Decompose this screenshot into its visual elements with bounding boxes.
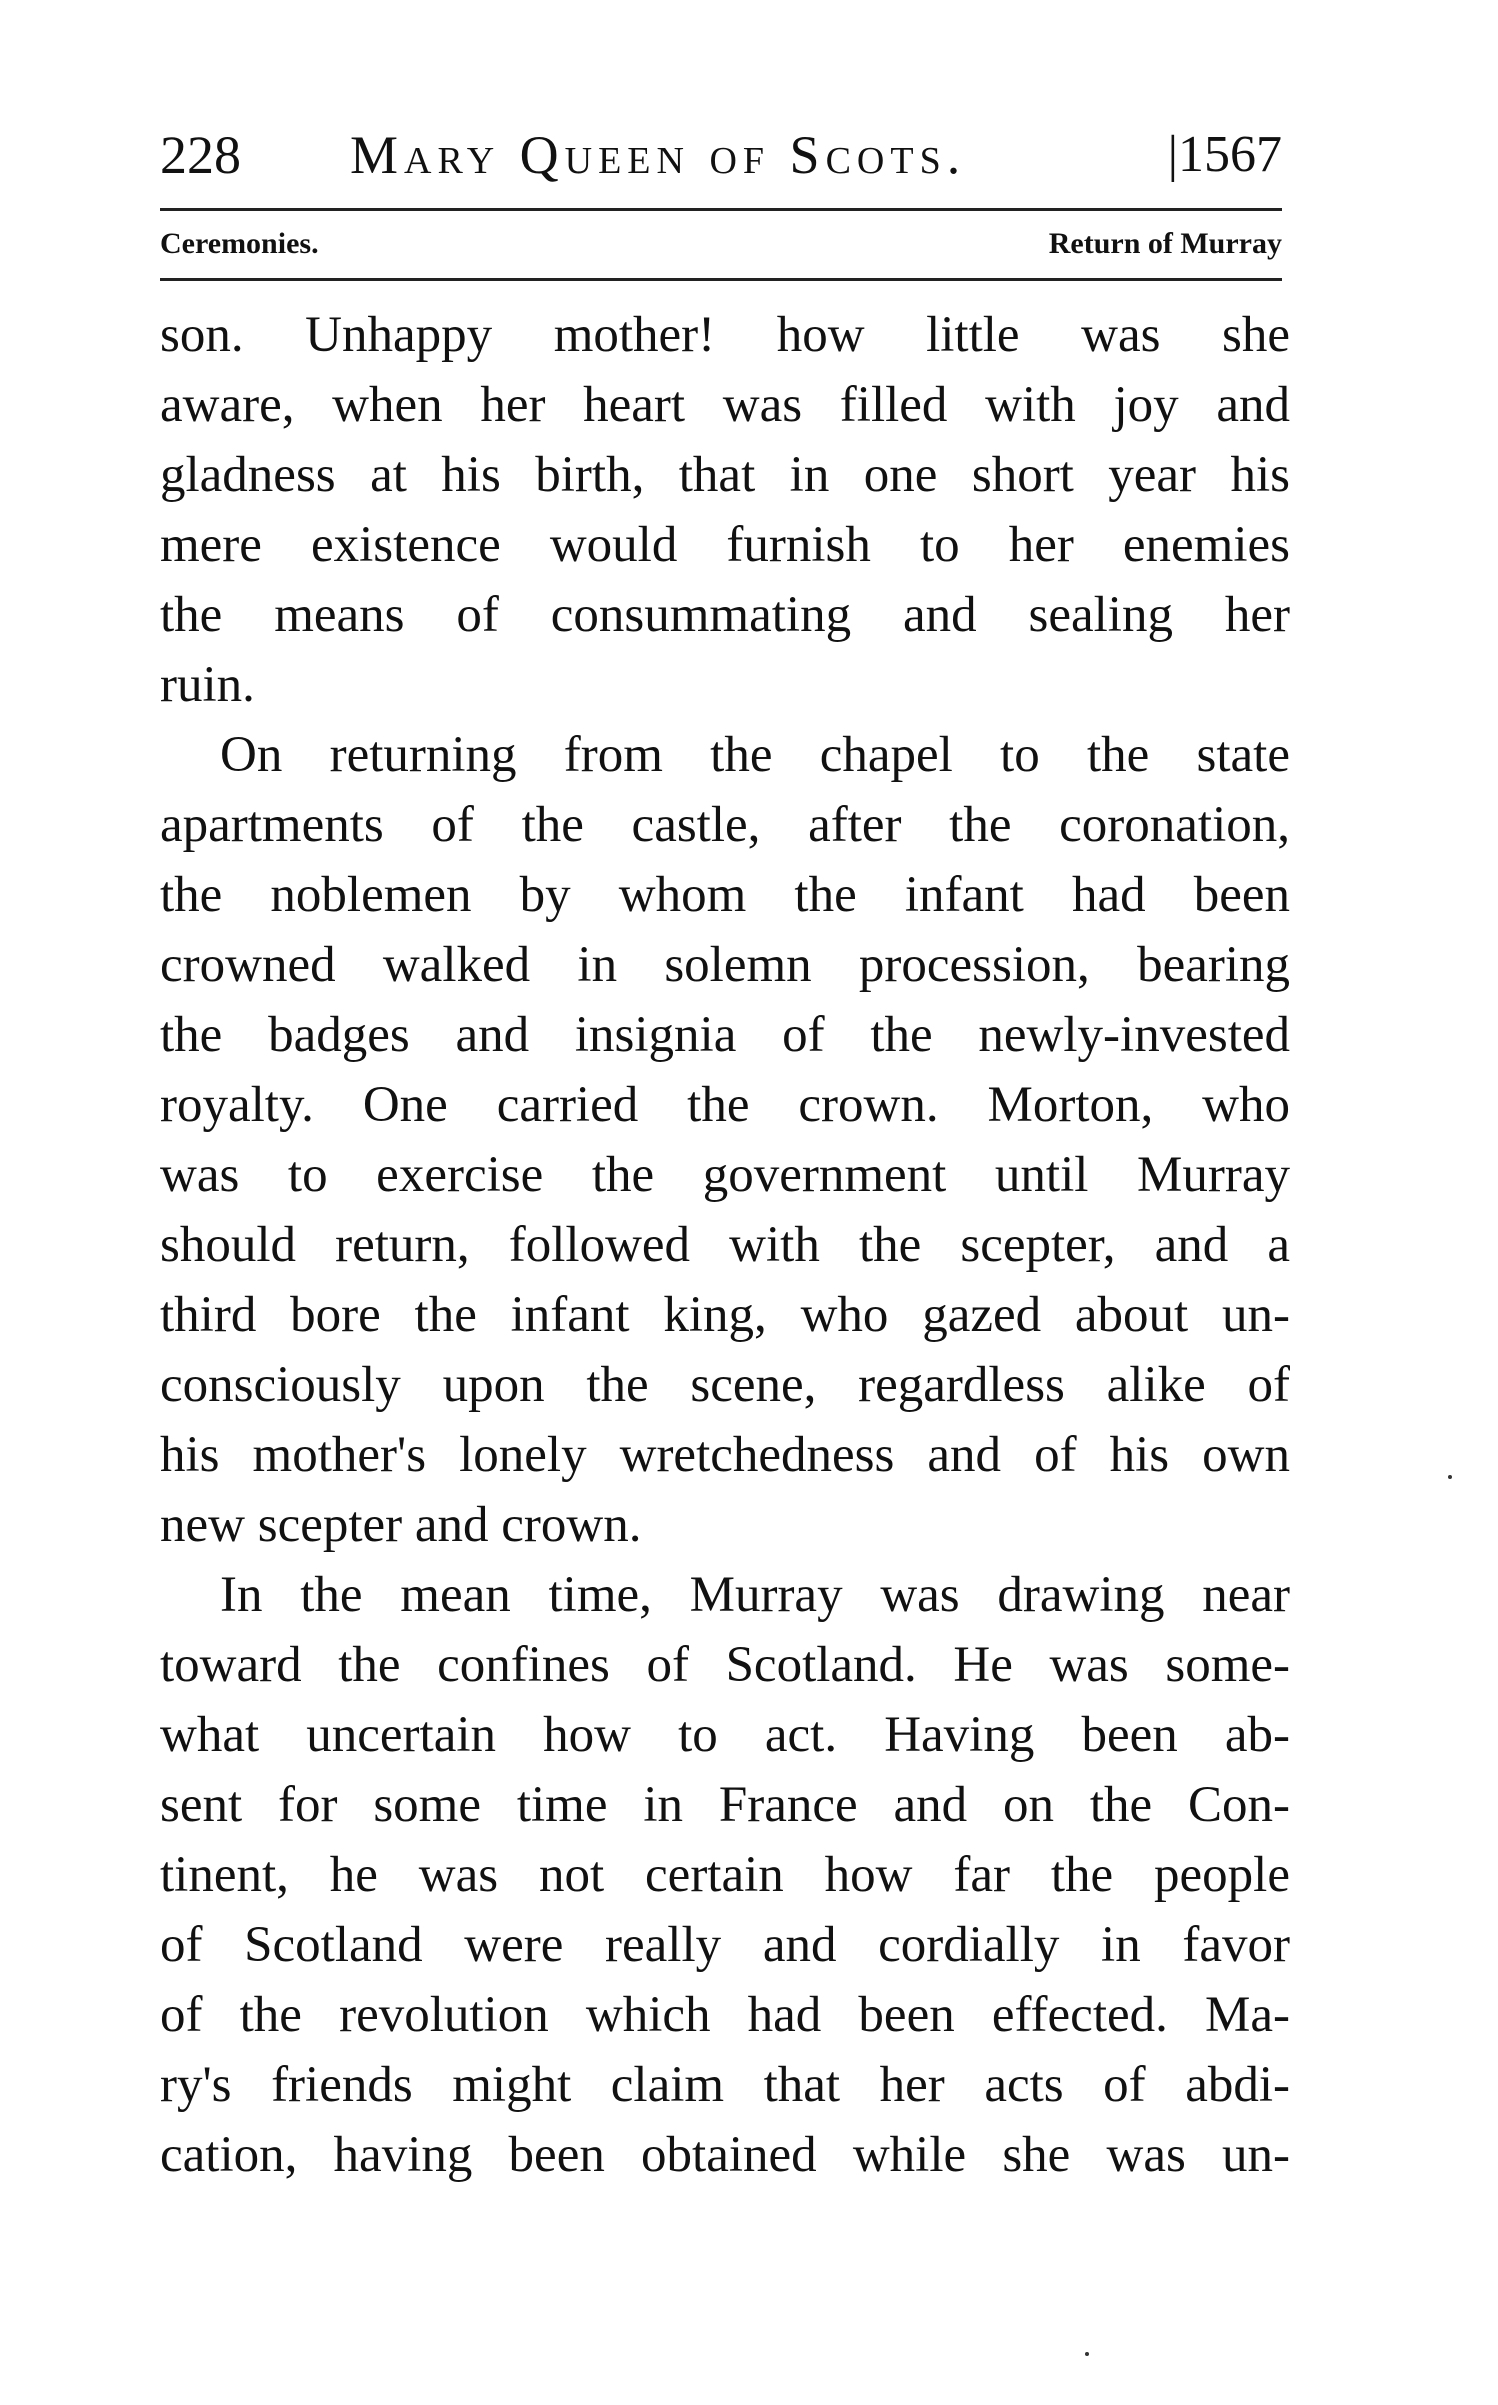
text-line: the badges and insignia of the newly-invested bbox=[160, 1007, 1290, 1063]
text-line: third bore the infant king, who gazed about un- bbox=[160, 1287, 1290, 1343]
text-line: the noblemen by whom the infant had been bbox=[160, 867, 1290, 923]
body-text bbox=[160, 300, 1290, 2190]
header-rule-top bbox=[160, 208, 1282, 211]
text-line: what uncertain how to act. Having been ab- bbox=[160, 1707, 1290, 1763]
text-line: ry's friends might claim that her acts of abdi- bbox=[160, 2057, 1290, 2113]
text-line: new scepter and crown. bbox=[160, 1497, 642, 1553]
text-line: sent for some time in France and on the Con- bbox=[160, 1777, 1290, 1833]
text-line: his mother's lonely wretchedness and of his own bbox=[160, 1427, 1290, 1483]
text-line: aware, when her heart was filled with joy and bbox=[160, 377, 1290, 433]
text-line: of Scotland were really and cordially in favor bbox=[160, 1917, 1290, 1973]
text-line: apartments of the castle, after the coronation, bbox=[160, 797, 1290, 853]
text-line: In the mean time, Murray was drawing near bbox=[220, 1567, 1290, 1623]
running-title: Mary Queen of Scots. bbox=[350, 125, 967, 185]
subheader-left: Ceremonies. bbox=[160, 227, 319, 260]
text-line: mere existence would furnish to her enemies bbox=[160, 517, 1290, 573]
text-line: On returning from the chapel to the state bbox=[220, 727, 1290, 783]
page-number: 228 bbox=[160, 125, 241, 185]
text-line: consciously upon the scene, regardless alike of bbox=[160, 1357, 1290, 1413]
text-line: cation, having been obtained while she was un- bbox=[160, 2127, 1290, 2183]
text-line: the means of consummating and sealing her bbox=[160, 587, 1290, 643]
running-year: |1567 bbox=[1167, 126, 1282, 183]
text-line: tinent, he was not certain how far the people bbox=[160, 1847, 1290, 1903]
text-line: son. Unhappy mother! how little was she bbox=[160, 307, 1290, 363]
text-line: gladness at his birth, that in one short year his bbox=[160, 447, 1290, 503]
text-line: of the revolution which had been effected. Ma- bbox=[160, 1987, 1290, 2043]
scan-speck bbox=[1085, 2352, 1089, 2356]
text-line: royalty. One carried the crown. Morton, who bbox=[160, 1077, 1290, 1133]
text-line: ruin. bbox=[160, 657, 255, 713]
text-line: should return, followed with the scepter, and a bbox=[160, 1217, 1290, 1273]
scan-speck bbox=[1448, 1475, 1452, 1479]
text-line: was to exercise the government until Murray bbox=[160, 1147, 1290, 1203]
subheader-right: Return of Murray bbox=[1048, 227, 1282, 260]
running-head bbox=[160, 120, 1282, 190]
text-line: crowned walked in solemn procession, bearing bbox=[160, 937, 1290, 993]
text-line: toward the confines of Scotland. He was some- bbox=[160, 1637, 1290, 1693]
header-rule-bottom bbox=[160, 278, 1282, 281]
